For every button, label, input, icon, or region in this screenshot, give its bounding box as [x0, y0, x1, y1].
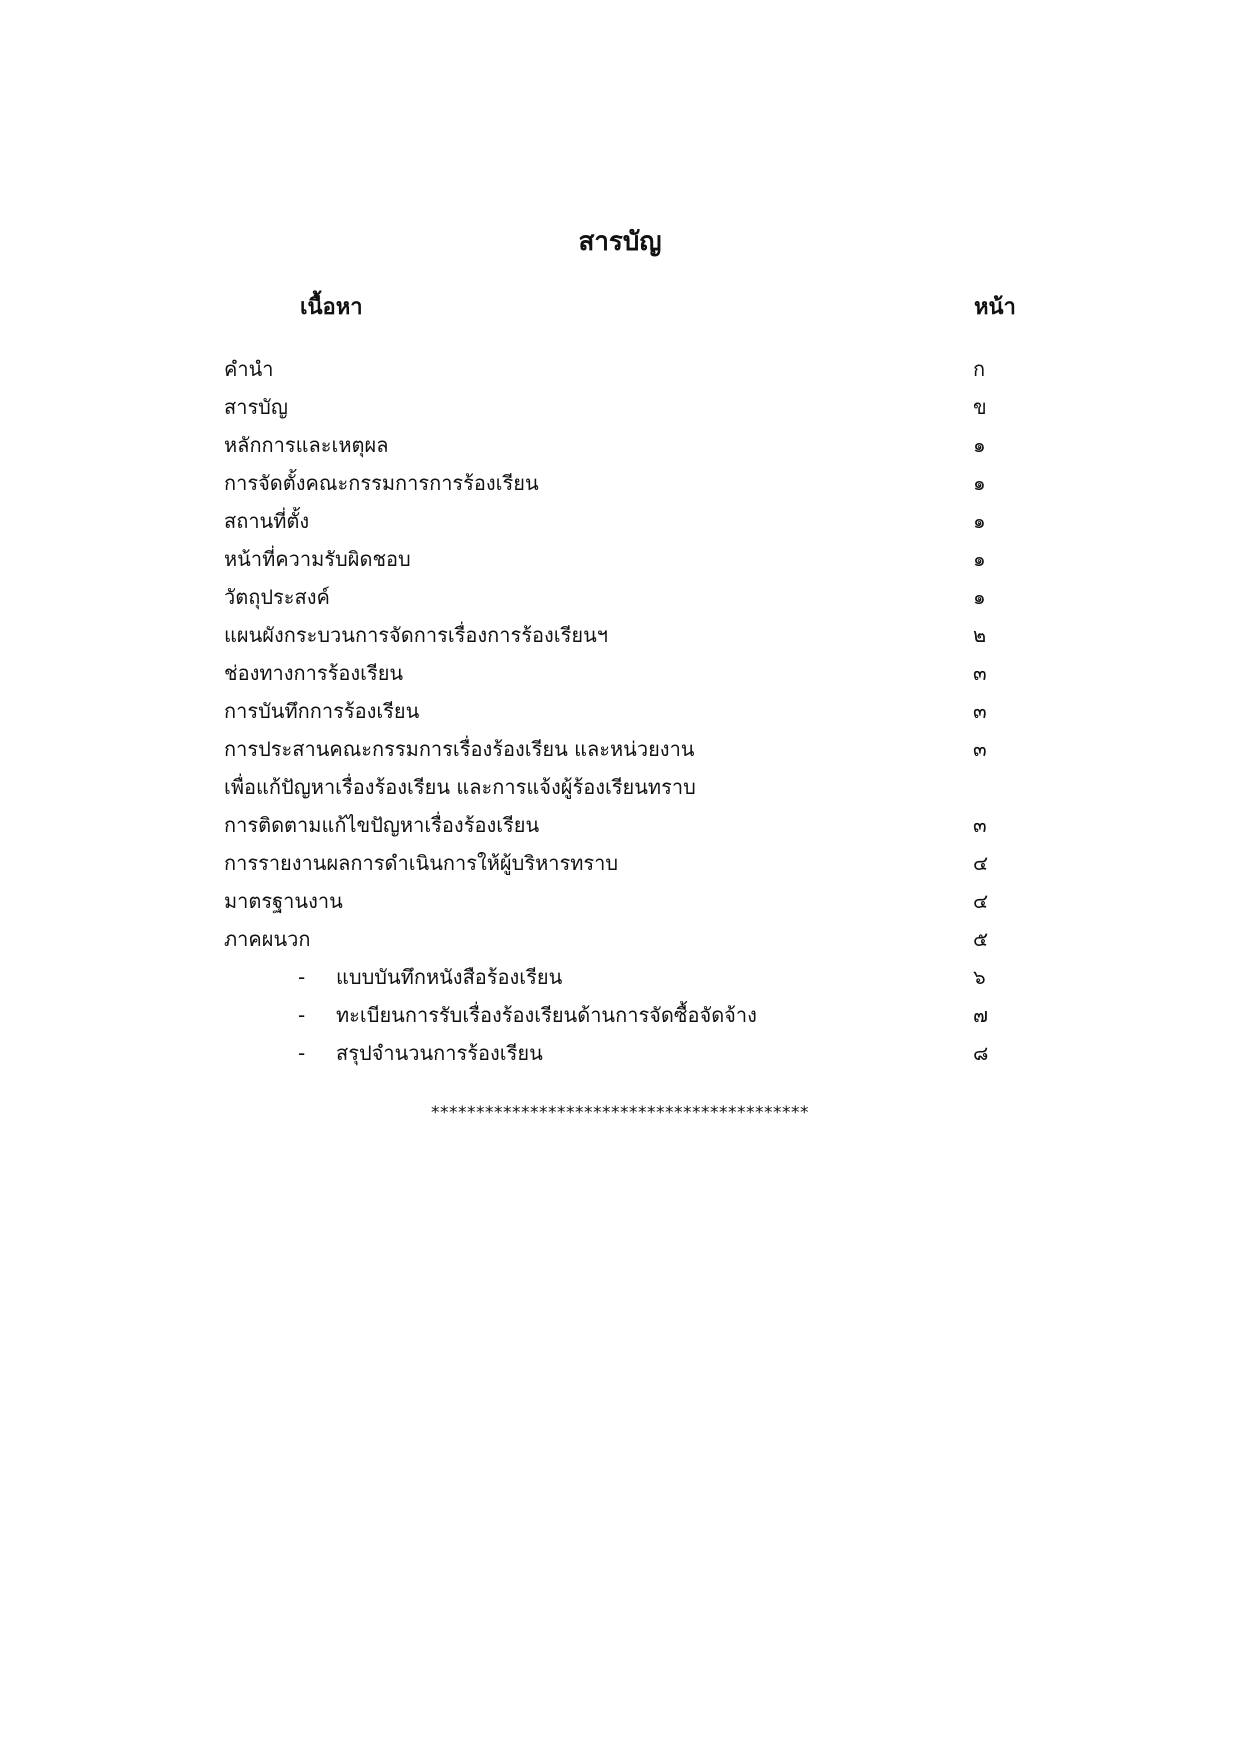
- toc-item: [0, 426, 1240, 464]
- toc-item-title: สารบัญ: [224, 395, 288, 419]
- toc-item-page: ก: [973, 357, 986, 381]
- toc-subitem-title: สรุปจำนวนการร้องเรียน: [336, 1041, 543, 1065]
- toc-item: [0, 730, 1240, 768]
- toc-item-page: ๓: [973, 813, 987, 837]
- toc-item-title: การรายงานผลการดำเนินการให้ผู้บริหารทราบ: [224, 851, 619, 875]
- toc-item-page: ๑: [973, 585, 986, 609]
- toc-item-page: ๓: [973, 737, 987, 761]
- toc-subitem: [0, 996, 1240, 1034]
- toc-item-page: ๑: [973, 509, 986, 533]
- toc-item: [0, 540, 1240, 578]
- toc-item-page: ๓: [973, 699, 987, 723]
- page-column-header: หน้า: [974, 295, 1016, 320]
- toc-item-page: ๑: [973, 433, 986, 457]
- bullet-dash: -: [298, 1041, 306, 1065]
- content-column-header: เนื้อหา: [300, 295, 363, 320]
- toc-item-page: ๑: [973, 471, 986, 495]
- toc-item: [0, 806, 1240, 844]
- toc-item-page: ๓: [973, 661, 987, 685]
- toc-item-title: ภาคผนวก: [224, 927, 311, 951]
- toc-item: [0, 578, 1240, 616]
- toc-item-page: ๕: [973, 927, 989, 951]
- toc-item-page: ๑: [973, 547, 986, 571]
- toc-subitem-page: ๖: [973, 965, 986, 989]
- toc-item-title: สถานที่ตั้ง: [224, 509, 310, 533]
- table-of-contents: [0, 350, 1240, 1072]
- toc-item-title: เพื่อแก้ปัญหาเรื่องร้องเรียน และการแจ้งผู้ร้องเรียนทราบ: [224, 775, 696, 799]
- toc-subitem-page: ๘: [973, 1041, 989, 1065]
- bullet-dash: -: [298, 965, 306, 989]
- toc-item-page: ๔: [973, 851, 989, 875]
- toc-item: [0, 350, 1240, 388]
- toc-subitem-title: ทะเบียนการรับเรื่องร้องเรียนด้านการจัดซื้อจัดจ้าง: [336, 1003, 757, 1027]
- toc-item: [0, 388, 1240, 426]
- toc-item-title: หน้าที่ความรับผิดชอบ: [224, 547, 411, 571]
- toc-item: [0, 882, 1240, 920]
- toc-item: [0, 464, 1240, 502]
- toc-header: [0, 288, 1240, 328]
- toc-item-continuation: [0, 768, 1240, 806]
- toc-item: [0, 654, 1240, 692]
- page-title: สารบัญ: [578, 227, 662, 257]
- toc-item: [0, 692, 1240, 730]
- toc-item: [0, 616, 1240, 654]
- toc-subitem: [0, 1034, 1240, 1072]
- toc-subitem-title: แบบบันทึกหนังสือร้องเรียน: [336, 965, 563, 989]
- toc-item-title: คำนำ: [224, 357, 274, 381]
- toc-item-title: แผนผังกระบวนการจัดการเรื่องการร้องเรียนฯ: [224, 623, 608, 647]
- toc-item: [0, 920, 1240, 958]
- toc-subitem-page: ๗: [973, 1003, 989, 1027]
- toc-item: [0, 502, 1240, 540]
- toc-item-title: การประสานคณะกรรมการเรื่องร้องเรียน และหน่วยงาน: [224, 737, 695, 761]
- toc-item-page: ๔: [973, 889, 989, 913]
- bullet-dash: -: [298, 1003, 306, 1027]
- end-separator: ******************************************: [431, 1103, 809, 1123]
- toc-item-page: ข: [973, 395, 987, 419]
- toc-item-title: การบันทึกการร้องเรียน: [224, 699, 420, 723]
- toc-item-title: ช่องทางการร้องเรียน: [224, 661, 404, 685]
- toc-item-page: ๒: [973, 623, 987, 647]
- toc-item: [0, 844, 1240, 882]
- toc-item-title: การติดตามแก้ไขปัญหาเรื่องร้องเรียน: [224, 813, 540, 837]
- toc-item-title: มาตรฐานงาน: [224, 889, 343, 913]
- toc-subitem: [0, 958, 1240, 996]
- toc-item-title: หลักการและเหตุผล: [224, 433, 389, 457]
- toc-item-title: วัตถุประสงค์: [224, 585, 330, 609]
- toc-item-title: การจัดตั้งคณะกรรมการการร้องเรียน: [224, 471, 539, 495]
